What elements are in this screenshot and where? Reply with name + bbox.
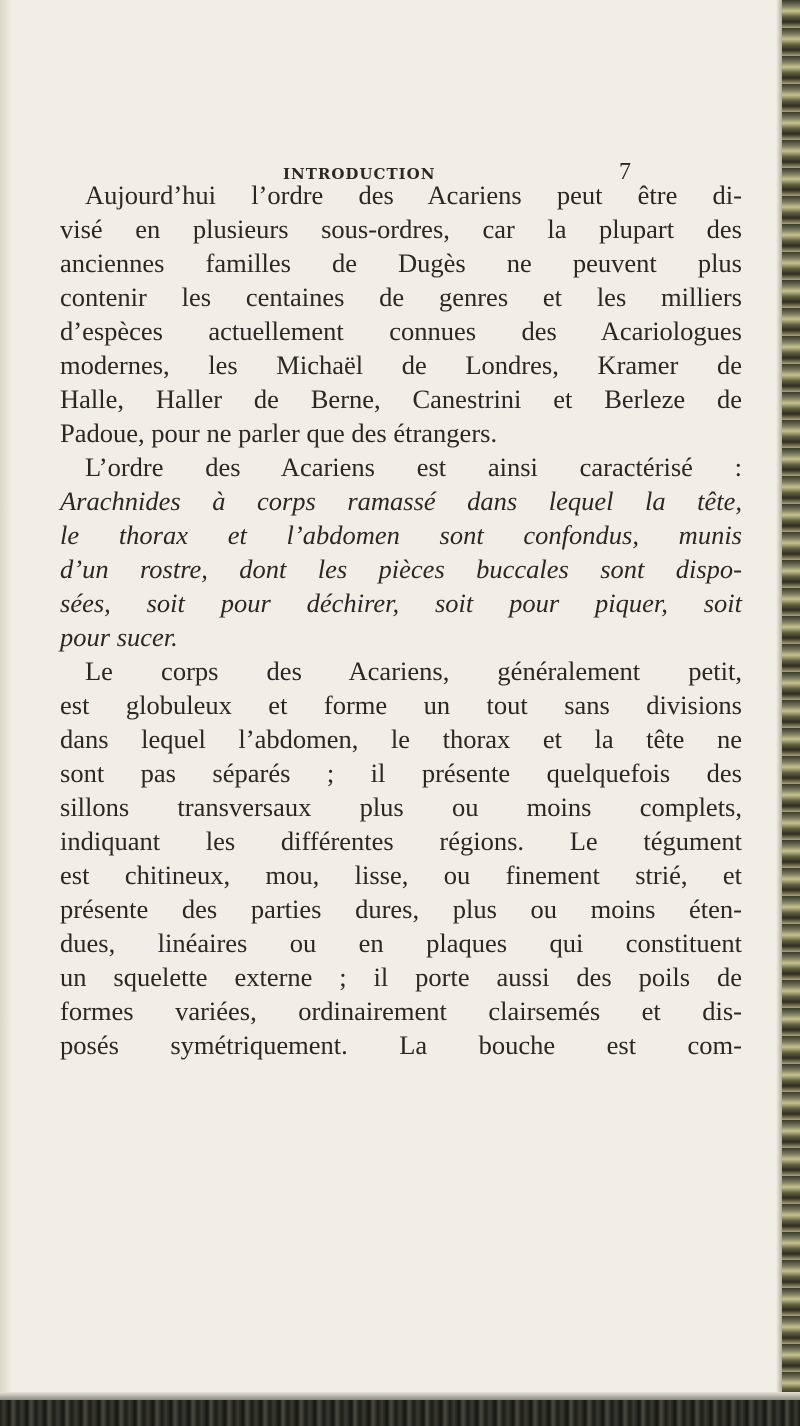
text-line: est globuleux et forme un tout sans divisions bbox=[60, 690, 742, 720]
page-fold-shadow bbox=[0, 0, 12, 1426]
text-line: anciennes familles de Dugès ne peuvent plus bbox=[60, 248, 742, 278]
text-line: sillons transversaux plus ou moins complets, bbox=[60, 792, 742, 822]
text-line: visé en plusieurs sous-ordres, car la plupart des bbox=[60, 214, 742, 244]
text-line: est chitineux, mou, lisse, ou finement strié, et bbox=[60, 860, 742, 890]
text-line: Aujourd’hui l’ordre des Acariens peut être di- bbox=[85, 180, 742, 210]
bottom-edge-shadow bbox=[0, 1392, 800, 1400]
text-line: indiquant les différentes régions. Le tégument bbox=[60, 826, 742, 856]
running-title: INTRODUCTION bbox=[283, 165, 436, 183]
text-line: Le corps des Acariens, généralement petit, bbox=[85, 656, 742, 686]
text-line: sont pas séparés ; il présente quelquefois des bbox=[60, 758, 742, 788]
scan-bottom-edge bbox=[0, 1400, 800, 1426]
text-line: modernes, les Michaël de Londres, Kramer de bbox=[60, 350, 742, 380]
text-line: un squelette externe ; il porte aussi des poils de bbox=[60, 962, 742, 992]
text-line: contenir les centaines de genres et les milliers bbox=[60, 282, 742, 312]
text-line: d’espèces actuellement connues des Acariologues bbox=[60, 316, 742, 346]
text-line: formes variées, ordinairement clairsemés et dis- bbox=[60, 996, 742, 1026]
text-line: pour sucer. bbox=[60, 622, 178, 652]
text-line: sées, soit pour déchirer, soit pour piquer, soit bbox=[60, 588, 742, 618]
text-line: dues, linéaires ou en plaques qui constituent bbox=[60, 928, 742, 958]
text-line: L’ordre des Acariens est ainsi caractérisé : bbox=[85, 452, 742, 482]
text-line: présente des parties dures, plus ou moins éten- bbox=[60, 894, 742, 924]
text-line: Arachnides à corps ramassé dans lequel la tête, bbox=[60, 486, 742, 516]
page-number: 7 bbox=[619, 159, 631, 185]
text-line: Halle, Haller de Berne, Canestrini et Berleze de bbox=[60, 384, 742, 414]
text-line: le thorax et l’abdomen sont confondus, munis bbox=[60, 520, 742, 550]
text-line: d’un rostre, dont les pièces buccales sont dispo- bbox=[60, 554, 742, 584]
text-line: dans lequel l’abdomen, le thorax et la tête ne bbox=[60, 724, 742, 754]
text-line: posés symétriquement. La bouche est com- bbox=[60, 1030, 742, 1060]
adjacent-page-edge bbox=[782, 0, 800, 1426]
text-line: Padoue, pour ne parler que des étrangers. bbox=[60, 418, 498, 448]
